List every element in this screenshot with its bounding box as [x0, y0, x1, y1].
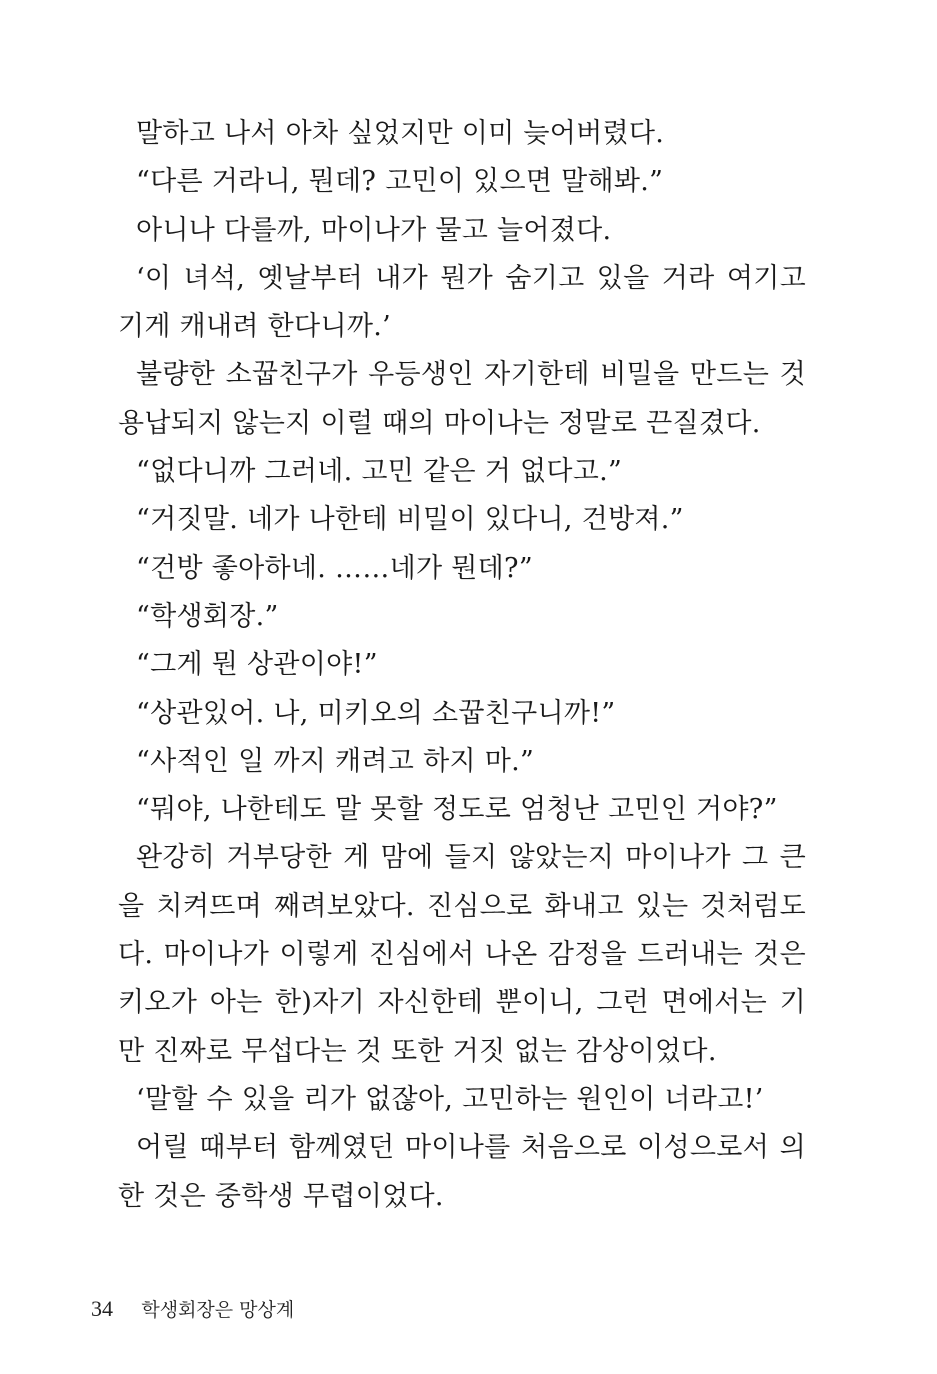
page-footer	[91, 1294, 294, 1324]
text-line: 한 것은 중학생 무렵이었다.	[118, 1180, 444, 1212]
text-line: “학생회장.”	[136, 600, 279, 632]
text-line: 을 치켜뜨며 째려보았다. 진심으로 화내고 있는 것처럼도	[118, 890, 806, 922]
text-line: 불량한 소꿉친구가 우등생인 자기한테 비밀을 만드는 것	[136, 359, 806, 391]
text-line: “없다니까 그러네. 고민 같은 거 없다고.”	[136, 456, 623, 488]
text-line: “사적인 일 까지 캐려고 하지 마.”	[136, 745, 535, 777]
text-line: 만 진짜로 무섭다는 것 또한 거짓 없는 감상이었다.	[118, 1035, 717, 1067]
text-line: 키오가 아는 한)자기 자신한테 뿐이니, 그런 면에서는 기	[118, 987, 806, 1019]
text-line: 아니나 다를까, 마이나가 물고 늘어졌다.	[136, 214, 612, 246]
running-title: 학생회장은 망상계	[141, 1299, 295, 1321]
text-line: 기게 캐내려 한다니까.’	[118, 311, 391, 343]
text-line: ‘이 녀석, 옛날부터 내가 뭔가 숨기고 있을 거라 여기고	[136, 262, 806, 294]
text-line: 어릴 때부터 함께였던 마이나를 처음으로 이성으로서 의	[136, 1132, 806, 1164]
text-line: ‘말할 수 있을 리가 없잖아, 고민하는 원인이 너라고!’	[136, 1083, 764, 1115]
text-line: “건방 좋아하네. ……네가 뭔데?”	[136, 552, 533, 584]
text-line: 말하고 나서 아차 싶었지만 이미 늦어버렸다.	[136, 118, 665, 149]
text-line: 완강히 거부당한 게 맘에 들지 않았는지 마이나가 그 큰	[136, 842, 806, 874]
text-line: “다른 거라니, 뭔데? 고민이 있으면 말해봐.”	[136, 166, 664, 198]
text-line: “상관있어. 나, 미키오의 소꿉친구니까!”	[136, 697, 616, 729]
text-line: “거짓말. 네가 나한테 비밀이 있다니, 건방져.”	[136, 504, 684, 536]
page-number: 34	[91, 1296, 113, 1321]
body-text	[118, 110, 806, 1221]
text-line: 다. 마이나가 이렇게 진심에서 나온 감정을 드러내는 것은	[118, 939, 806, 971]
text-line: “그게 뭔 상관이야!”	[136, 649, 378, 681]
text-line: “뭐야, 나한테도 말 못할 정도로 엄청난 고민인 거야?”	[136, 794, 778, 826]
text-line: 용납되지 않는지 이럴 때의 마이나는 정말로 끈질겼다.	[118, 407, 761, 439]
